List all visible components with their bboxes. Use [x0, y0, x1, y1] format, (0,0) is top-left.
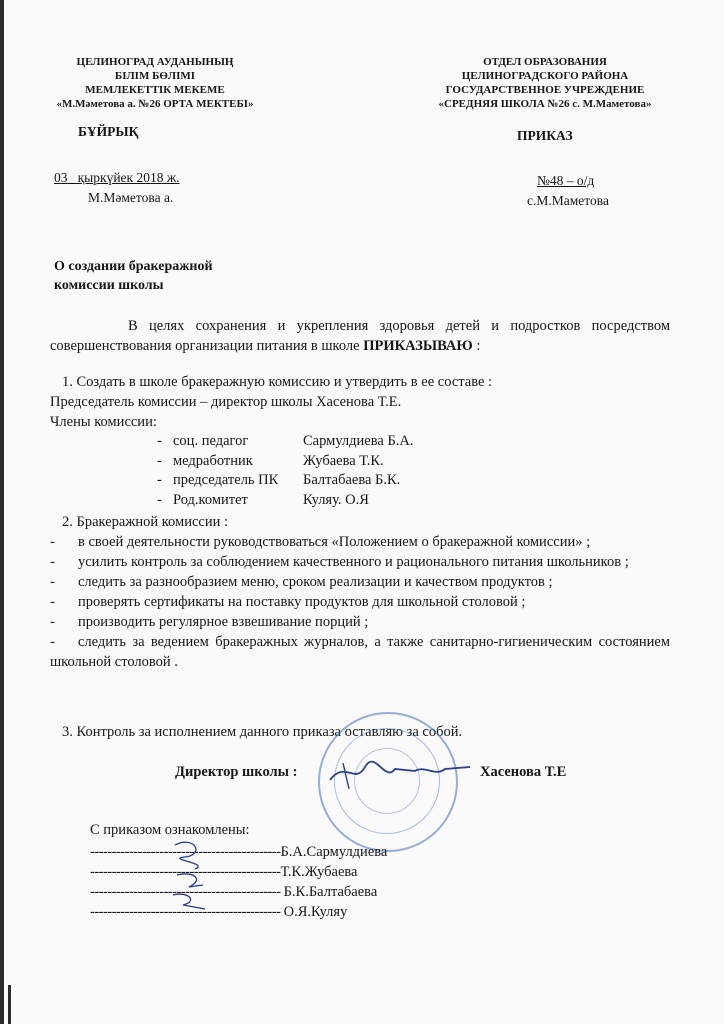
point: - следить за ведением бракеражных журналов, а также санитарно-гигиеническим состоянием школьной столовой .: [50, 634, 670, 670]
ack-name: Т.К.Жубаева: [280, 864, 358, 880]
header-left-line4: «М.Мәметова а. №26 ОРТА МЕКТЕБІ»: [56, 98, 254, 110]
subject: [54, 257, 213, 295]
header-left-line3: МЕМЛЕКЕТТІК МЕКЕМЕ: [85, 84, 225, 96]
ack-entry: [90, 882, 387, 902]
item-1-members-label: Члены комиссии:: [50, 414, 157, 430]
ack-dashes: --------------------------------------------: [90, 884, 284, 900]
ack-list: [90, 842, 387, 922]
ack-name: О.Я.Куляу: [283, 904, 348, 920]
point: - проверять сертификаты на поставку продуктов для школьной столовой ;: [50, 594, 526, 610]
place-ru: с.М.Маметова: [527, 193, 609, 208]
members-list: [157, 432, 414, 510]
point: - усилить контроль за соблюдением качественного и рационального питания школьников ;: [50, 554, 629, 570]
point-text: усилить контроль за соблюдением качественного и рационального питания школьников ;: [78, 554, 629, 570]
date: 03_ қыркүйек 2018 ж.: [54, 170, 180, 185]
member-row: - соц. педагог Сармулдиева Б.А.: [157, 432, 414, 452]
item-1-text: 1. Создать в школе бракеражную комиссию и утвердить в ее составе :: [62, 374, 493, 390]
member-row: - председатель ПК Балтабаева Б.К.: [157, 471, 414, 491]
point-text: в своей деятельности руководствоваться «Положением о бракеражной комиссии» ;: [78, 534, 591, 550]
doc-type-kz: БҰЙРЫҚ: [78, 124, 139, 139]
ack-name: Б.К.Балтабаева: [283, 884, 378, 900]
place-kz: М.Мәметова а.: [88, 190, 174, 205]
member-role: соц. педагог: [173, 433, 249, 449]
ack-entry: [90, 902, 387, 922]
ack-dashes: --------------------------------------------: [90, 844, 281, 860]
header-left-line2: БІЛІМ БӨЛІМІ: [114, 70, 196, 82]
header-left: [35, 55, 275, 111]
member-role: Род.комитет: [173, 491, 248, 508]
member-name: Сармулдиева Б.А.: [303, 433, 414, 449]
director-signature: [325, 755, 475, 795]
signature-name: Хасенова Т.Е: [480, 764, 567, 780]
item-1: [50, 372, 492, 432]
preamble: [50, 316, 670, 356]
member-role: медработник: [173, 452, 253, 469]
subject-line1: О создании бракеражной: [54, 259, 213, 274]
item-1-chair: Председатель комиссии – директор школы Хасенова Т.Е.: [50, 394, 402, 410]
preamble-tail: :: [472, 338, 481, 354]
ack-dashes: --------------------------------------------: [90, 904, 284, 920]
ack-name: Б.А.Сармулдиева: [280, 844, 388, 860]
preamble-text: В целях сохранения и укрепления здоровья детей и подростков посредством совершенствования организации питания в школе: [50, 318, 670, 354]
member-name: Балтабаева Б.К.: [303, 472, 401, 488]
item-2-points: [50, 532, 670, 672]
ack-entry: [90, 862, 387, 882]
point-text: проверять сертификаты на поставку продуктов для школьной столовой ;: [78, 594, 526, 610]
member-name: Куляу. О.Я: [303, 491, 369, 508]
scan-edge-line: [0, 0, 4, 1024]
member-row: - медработник Жубаева Т.К.: [157, 452, 414, 472]
header-right: [400, 55, 690, 111]
header-right-line1: ОТДЕЛ ОБРАЗОВАНИЯ: [483, 56, 607, 68]
preamble-emphasis: ПРИКАЗЫВАЮ: [363, 338, 473, 354]
point-text: следить за разнообразием меню, сроком реализации и качеством продуктов ;: [78, 574, 553, 590]
ack-entry: [90, 842, 387, 862]
member-name: Жубаева Т.К.: [303, 452, 384, 469]
header-right-line2: ЦЕЛИНОГРАДСКОГО РАЙОНА: [461, 70, 629, 82]
header-right-line3: ГОСУДАРСТВЕННОЕ УЧРЕЖДЕНИЕ: [445, 84, 645, 96]
subject-line2: комиссии школы: [54, 278, 164, 293]
member-signatures: [165, 835, 225, 915]
point-text: следить за ведением бракеражных журналов, а также санитарно-гигиеническим состоянием школьной столовой .: [50, 634, 670, 670]
header-right-line4: «СРЕДНЯЯ ШКОЛА №26 с. М.Маметова»: [438, 98, 652, 110]
point: - следить за разнообразием меню, сроком реализации и качеством продуктов ;: [50, 574, 553, 590]
ack-dashes: --------------------------------------------: [90, 864, 281, 880]
signature-title: Директор школы :: [175, 764, 298, 780]
point-text: производить регулярное взвешивание порций ;: [78, 614, 369, 630]
member-role: председатель ПК: [173, 472, 279, 488]
member-row: - Род.комитет Куляу. О.Я: [157, 491, 414, 511]
scan-edge-mark: [8, 985, 11, 1024]
doc-type-ru: ПРИКАЗ: [517, 128, 573, 143]
item-3-text: 3. Контроль за исполнением данного приказа оставляю за собой.: [62, 724, 463, 740]
item-2-text: 2. Бракеражной комиссии :: [62, 514, 228, 530]
ack-label: С приказом ознакомлены:: [90, 822, 250, 838]
order-number: №48 – о/д: [537, 173, 595, 188]
header-left-line1: ЦЕЛИНОГРАД АУДАНЫНЫҢ: [76, 56, 234, 68]
point: - производить регулярное взвешивание порций ;: [50, 614, 369, 630]
point: - в своей деятельности руководствоваться «Положением о бракеражной комиссии» ;: [50, 534, 591, 550]
